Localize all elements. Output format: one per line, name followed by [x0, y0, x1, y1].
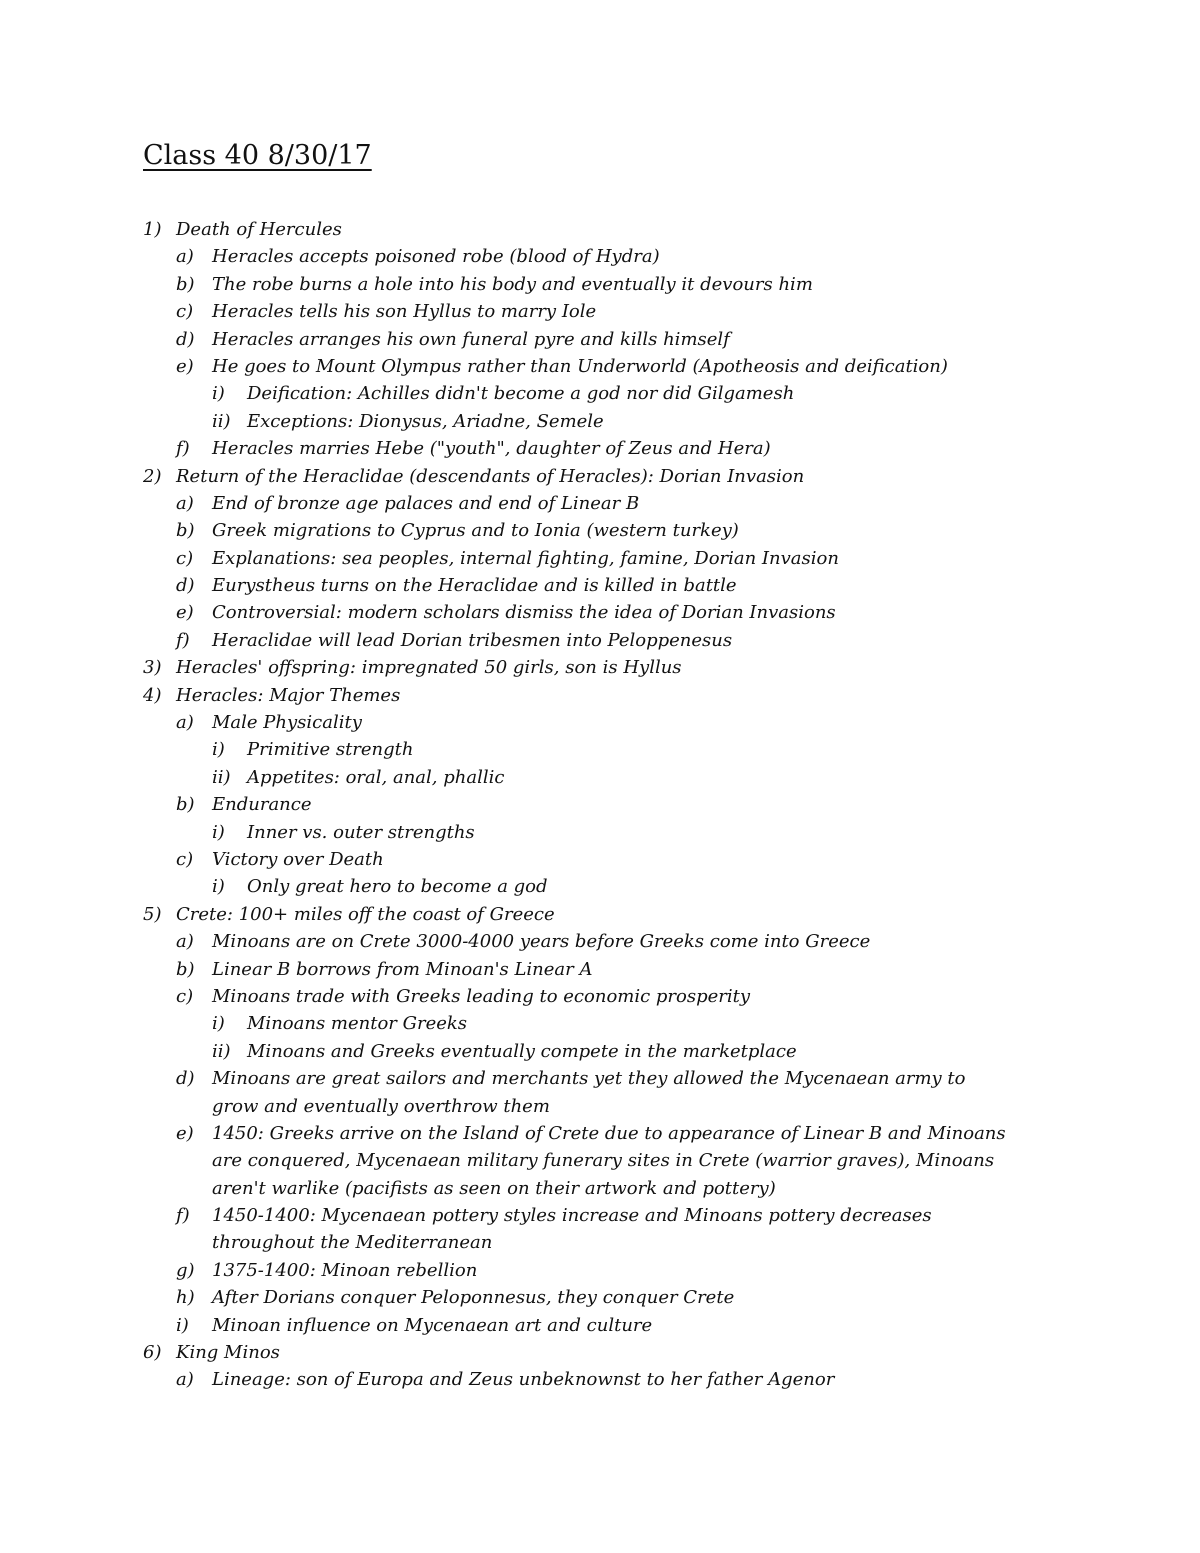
outline-marker: f): [176, 438, 190, 460]
outline-marker: i): [212, 876, 225, 898]
outline-text: Heracles marries Hebe ("youth", daughter of Zeus and Hera): [212, 438, 771, 460]
outline-item-level-2: [0, 1120, 1200, 1147]
outline-marker: g): [176, 1259, 195, 1281]
outline-item-level-2: [0, 846, 1200, 873]
outline-marker: d): [176, 575, 195, 597]
outline-marker: i): [176, 1314, 189, 1336]
outline-item-level-3: [0, 1038, 1200, 1065]
outline-item-level-3: [0, 873, 1200, 900]
outline-item-level-2: [0, 353, 1200, 380]
outline-item-continuation: [0, 1229, 1200, 1256]
outline-marker: c): [176, 985, 194, 1007]
outline-marker: 3): [143, 657, 162, 679]
outline-item-level-3: [0, 1010, 1200, 1037]
outline-item-level-2: [0, 709, 1200, 736]
outline-marker: a): [176, 246, 194, 268]
outline-item-level-2: [0, 791, 1200, 818]
outline-item-level-3: [0, 408, 1200, 435]
outline-text: Minoans mentor Greeks: [247, 1013, 468, 1035]
outline-item-level-2: [0, 298, 1200, 325]
outline-item-level-2: [0, 1312, 1200, 1339]
outline-item-continuation: [0, 1147, 1200, 1174]
outline-item-level-1: [0, 216, 1200, 243]
outline-marker: e): [176, 1122, 194, 1144]
outline-marker: ii): [212, 1040, 231, 1062]
outline-marker: f): [176, 1205, 190, 1227]
outline-item-continuation: [0, 1093, 1200, 1120]
outline-text: Exceptions: Dionysus, Ariadne, Semele: [247, 410, 604, 432]
outline-text: Inner vs. outer strengths: [247, 821, 475, 843]
outline-item-level-3: [0, 736, 1200, 763]
outline-item-level-1: [0, 1339, 1200, 1366]
outline-text: Explanations: sea peoples, internal fighting, famine, Dorian Invasion: [212, 547, 839, 569]
outline-marker: ii): [212, 766, 231, 788]
outline-marker: e): [176, 355, 194, 377]
outline-text: Primitive strength: [247, 739, 414, 761]
outline-text: Minoans trade with Greeks leading to economic prosperity: [212, 985, 751, 1007]
outline-text: Heracles tells his son Hyllus to marry Iole: [212, 301, 597, 323]
outline-text: grow and eventually overthrow them: [212, 1095, 550, 1117]
outline-text: Linear B borrows from Minoan's Linear A: [212, 958, 593, 980]
outline-item-level-3: [0, 819, 1200, 846]
outline-text: Return of the Heraclidae (descendants of Heracles): Dorian Invasion: [176, 465, 805, 487]
outline-item-level-2: [0, 572, 1200, 599]
outline-text: The robe burns a hole into his body and eventually it devours him: [212, 273, 813, 295]
outline-item-level-1: [0, 654, 1200, 681]
outline-marker: ii): [212, 410, 231, 432]
outline-text: End of bronze age palaces and end of Linear B: [212, 492, 640, 514]
outline-marker: i): [212, 739, 225, 761]
outline-item-level-2: [0, 545, 1200, 572]
outline-item-level-2: [0, 627, 1200, 654]
outline-text: Deification: Achilles didn't become a god nor did Gilgamesh: [247, 383, 795, 405]
outline-item-level-1: [0, 682, 1200, 709]
outline-marker: i): [212, 1013, 225, 1035]
outline-marker: b): [176, 958, 195, 980]
outline-item-continuation: [0, 1175, 1200, 1202]
outline-text: Crete: 100+ miles off the coast of Greece: [176, 903, 555, 925]
outline-text: Controversial: modern scholars dismiss the idea of Dorian Invasions: [212, 602, 836, 624]
outline-text: 1375-1400: Minoan rebellion: [212, 1259, 478, 1281]
outline-text: King Minos: [176, 1342, 280, 1364]
outline-item-level-2: [0, 1366, 1200, 1393]
outline-text: After Dorians conquer Peloponnesus, they conquer Crete: [212, 1287, 735, 1309]
outline-marker: a): [176, 712, 194, 734]
outline-marker: h): [176, 1287, 195, 1309]
outline-text: Heracles' offspring: impregnated 50 girls, son is Hyllus: [176, 657, 682, 679]
outline-item-level-3: [0, 764, 1200, 791]
page-title: Class 40 8/30/17: [143, 140, 372, 171]
outline-text: 1450-1400: Mycenaean pottery styles increase and Minoans pottery decreases: [212, 1205, 932, 1227]
outline-item-level-2: [0, 517, 1200, 544]
outline-marker: 6): [143, 1342, 162, 1364]
outline-item-level-2: [0, 435, 1200, 462]
outline-marker: i): [212, 821, 225, 843]
outline-marker: e): [176, 602, 194, 624]
outline-marker: c): [176, 301, 194, 323]
outline-text: Eurystheus turns on the Heraclidae and is killed in battle: [212, 575, 737, 597]
outline-text: Victory over Death: [212, 848, 384, 870]
outline-marker: c): [176, 547, 194, 569]
outline-item-level-2: [0, 1257, 1200, 1284]
outline-marker: b): [176, 794, 195, 816]
outline-marker: 2): [143, 465, 162, 487]
outline-item-level-2: [0, 1202, 1200, 1229]
outline-marker: d): [176, 328, 195, 350]
outline-item-level-2: [0, 956, 1200, 983]
notes-outline: [0, 216, 1200, 1394]
outline-text: Death of Hercules: [176, 219, 342, 240]
outline-item-level-1: [0, 901, 1200, 928]
outline-item-level-2: [0, 928, 1200, 955]
outline-marker: d): [176, 1068, 195, 1090]
outline-text: 1450: Greeks arrive on the Island of Crete due to appearance of Linear B and Minoans: [212, 1122, 1006, 1144]
outline-text: Endurance: [212, 794, 312, 816]
outline-text: Minoans are on Crete 3000-4000 years before Greeks come into Greece: [212, 931, 871, 953]
outline-text: are conquered, Mycenaean military funerary sites in Crete (warrior graves), Minoans: [212, 1150, 995, 1172]
outline-marker: a): [176, 931, 194, 953]
outline-text: Greek migrations to Cyprus and to Ionia (western turkey): [212, 520, 739, 542]
outline-item-level-1: [0, 463, 1200, 490]
outline-marker: b): [176, 520, 195, 542]
outline-item-level-2: [0, 271, 1200, 298]
outline-marker: a): [176, 1369, 194, 1391]
outline-item-level-2: [0, 1065, 1200, 1092]
outline-item-level-2: [0, 243, 1200, 270]
outline-marker: i): [212, 383, 225, 405]
outline-item-level-2: [0, 326, 1200, 353]
outline-text: He goes to Mount Olympus rather than Underworld (Apotheosis and deification): [212, 355, 948, 377]
outline-marker: a): [176, 492, 194, 514]
outline-text: Minoan influence on Mycenaean art and culture: [212, 1314, 653, 1336]
outline-marker: 5): [143, 903, 162, 925]
outline-marker: 1): [143, 219, 162, 240]
outline-marker: b): [176, 273, 195, 295]
outline-text: Heracles arranges his own funeral pyre and kills himself: [212, 328, 730, 350]
outline-text: throughout the Mediterranean: [212, 1232, 493, 1254]
outline-item-level-2: [0, 490, 1200, 517]
outline-text: Appetites: oral, anal, phallic: [247, 766, 505, 788]
outline-marker: c): [176, 848, 194, 870]
outline-text: aren't warlike (pacifists as seen on their artwork and pottery): [212, 1177, 776, 1199]
outline-text: Male Physicality: [212, 712, 362, 734]
outline-item-level-2: [0, 983, 1200, 1010]
outline-text: Heraclidae will lead Dorian tribesmen into Peloppenesus: [212, 629, 733, 651]
outline-item-level-2: [0, 599, 1200, 626]
outline-text: Lineage: son of Europa and Zeus unbeknownst to her father Agenor: [212, 1369, 835, 1391]
outline-text: Heracles accepts poisoned robe (blood of Hydra): [212, 246, 660, 268]
outline-item-level-2: [0, 1284, 1200, 1311]
outline-marker: 4): [143, 684, 162, 706]
outline-text: Only great hero to become a god: [247, 876, 548, 898]
outline-text: Minoans are great sailors and merchants yet they allowed the Mycenaean army to: [212, 1068, 966, 1090]
outline-item-level-3: [0, 380, 1200, 407]
outline-text: Minoans and Greeks eventually compete in the marketplace: [247, 1040, 797, 1062]
outline-marker: f): [176, 629, 190, 651]
outline-text: Heracles: Major Themes: [176, 684, 401, 706]
